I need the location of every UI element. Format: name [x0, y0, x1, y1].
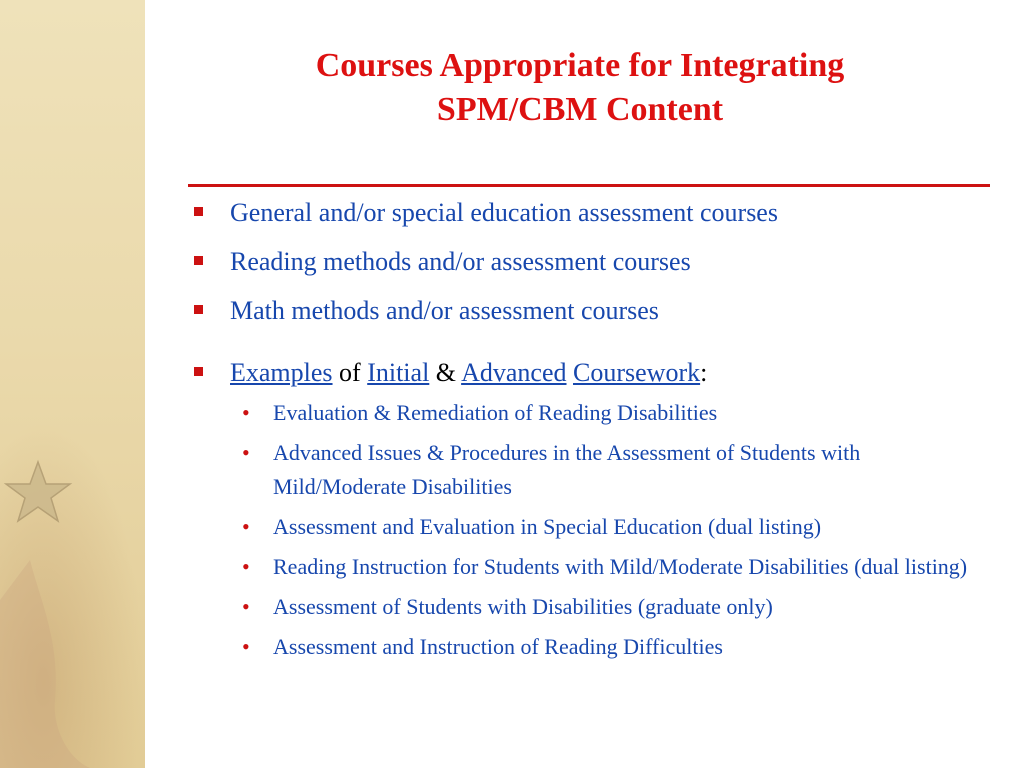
examples-amp-text: & [435, 358, 457, 387]
title-line-2: SPM/CBM Content [436, 91, 724, 128]
decorative-side-panel [0, 0, 145, 768]
coursework-link[interactable]: Coursework [573, 358, 701, 387]
course-list [230, 396, 986, 664]
examples-of-text: of [339, 358, 361, 387]
course-text: Reading Instruction for Students with Mild/Moderate Disabilities (dual listing) [273, 554, 968, 579]
course-item [230, 396, 983, 430]
star-icon [0, 0, 145, 768]
course-item [230, 630, 983, 664]
course-text: Assessment and Evaluation in Special Education (dual listing) [273, 514, 822, 539]
course-text: Assessment of Students with Disabilities (graduate only) [273, 594, 773, 619]
advanced-link[interactable]: Advanced [461, 358, 567, 387]
square-bullet-icon [194, 256, 203, 265]
dot-bullet-icon: • [242, 554, 250, 579]
dot-bullet-icon: • [242, 400, 250, 425]
examples-item [186, 356, 986, 664]
list-item-text: General and/or special education assessment courses [230, 198, 778, 227]
title-divider [188, 184, 990, 187]
dot-bullet-icon: • [242, 634, 250, 659]
course-item [230, 510, 983, 544]
square-bullet-icon [194, 207, 203, 216]
bullet-list [186, 196, 986, 670]
list-item [186, 245, 986, 279]
list-item [186, 294, 986, 328]
course-text: Advanced Issues & Procedures in the Assessment of Students with Mild/Moderate Disabilities [273, 440, 861, 499]
dot-bullet-icon: • [242, 514, 250, 539]
examples-colon: : [700, 358, 708, 387]
examples-link[interactable]: Examples [230, 358, 333, 387]
slide-title [230, 44, 930, 132]
list-item [186, 196, 986, 230]
initial-link[interactable]: Initial [367, 358, 430, 387]
dot-bullet-icon: • [242, 440, 250, 465]
square-bullet-icon [194, 305, 203, 314]
dot-bullet-icon: • [242, 594, 250, 619]
course-text: Evaluation & Remediation of Reading Disabilities [273, 400, 718, 425]
course-item [230, 590, 983, 624]
list-item-text: Reading methods and/or assessment courses [230, 247, 691, 276]
course-item [230, 550, 983, 584]
list-item-text: Math methods and/or assessment courses [230, 296, 659, 325]
title-line-1: Courses Appropriate for Integrating [315, 47, 845, 84]
course-text: Assessment and Instruction of Reading Difficulties [273, 634, 723, 659]
square-bullet-icon [194, 367, 203, 376]
course-item [230, 436, 983, 504]
